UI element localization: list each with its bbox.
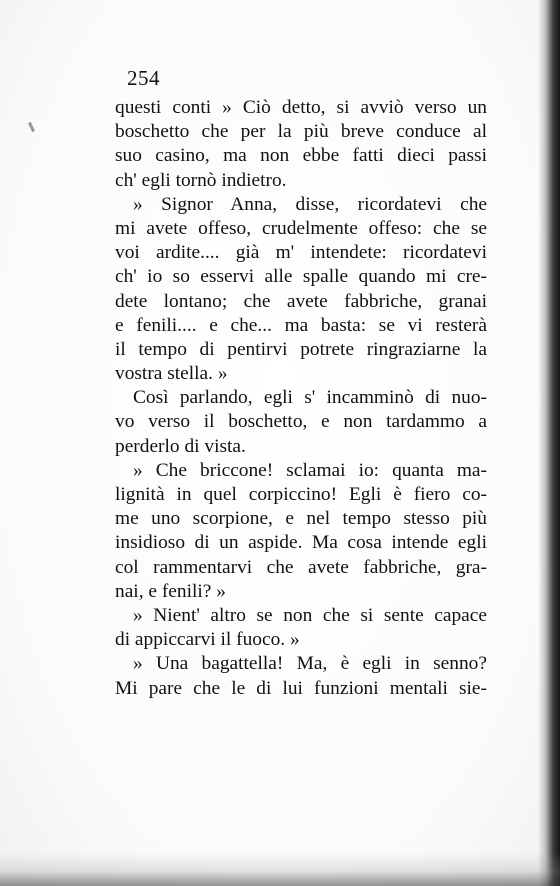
text-line: e fenili.... e che... ma basta: se vi resterà — [115, 314, 487, 336]
text-line: vostra stella. » — [115, 363, 228, 385]
text-line: » Signor Anna, disse, ricordatevi che — [133, 193, 487, 215]
text-line: dete lontano; che avete fabbriche, granai — [115, 290, 487, 312]
text-line: me uno scorpione, e nel tempo stesso più — [115, 508, 487, 530]
text-line: » Nient' altro se non che si sente capace — [133, 604, 487, 626]
text-line: Così parlando, egli s' incamminò di nuo- — [133, 387, 487, 409]
text-line: nai, e fenili? » — [115, 580, 226, 602]
bottom-edge-shadow — [0, 852, 560, 886]
text-line: perderlo di vista. — [115, 435, 246, 457]
text-line: boschetto che per la più breve conduce al — [115, 121, 487, 143]
text-line: lignità in quel corpiccino! Egli è fiero co- — [115, 484, 487, 505]
body-text — [115, 96, 487, 701]
text-line: questi conti » Ciò detto, si avviò verso un — [115, 97, 487, 118]
text-line: col rammentarvi che avete fabbriche, gra- — [115, 556, 487, 578]
text-line: il tempo di pentirvi potrete ringraziarne la — [115, 338, 487, 360]
text-line: ch' io so esservi alle spalle quando mi cre- — [115, 266, 487, 288]
text-line: mi avete offeso, crudelmente offeso: che se — [115, 217, 487, 239]
text-line: insidioso di un aspide. Ma cosa intende egli — [115, 532, 487, 554]
text-line: ch' egli tornò indietro. — [115, 169, 287, 191]
text-line: vo verso il boschetto, e non tardammo a — [115, 411, 487, 433]
text-line: suo casino, ma non ebbe fatti dieci passi — [115, 145, 487, 167]
text-line: » Che briccone! sclamai io: quanta ma- — [133, 459, 487, 481]
text-line: di appiccarvi il fuoco. » — [115, 629, 300, 651]
binding-shadow — [538, 0, 560, 886]
page-number: 254 — [127, 66, 160, 90]
text-line: Mi pare che le di lui funzioni mentali sie- — [115, 677, 487, 699]
ink-smudge — [28, 122, 35, 132]
text-line: voi ardite.... già m' intendete: ricordatevi — [115, 242, 487, 264]
text-line: » Una bagattella! Ma, è egli in senno? — [133, 653, 487, 675]
